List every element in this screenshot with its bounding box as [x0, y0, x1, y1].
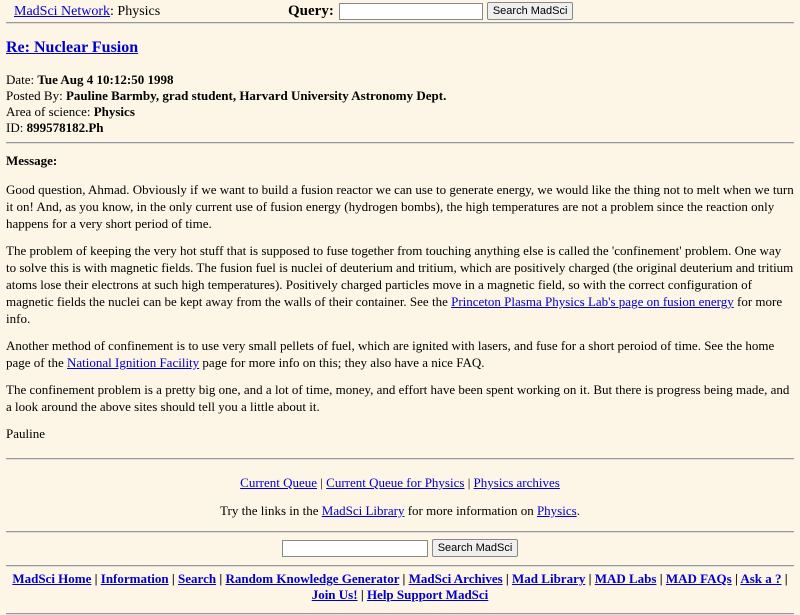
- message-paragraph-1: Good question, Ahmad. Obviously if we want to build a fusion reactor we can use to generate energy, we would like the thing not to melt when we turn it on! And, as you know, in the only current use of fusion energy (hydrogen bombs), the high temperatures are not a problem since the reaction only happens for a very short period of time.: [6, 182, 794, 231]
- footer-link-information[interactable]: Information: [100, 571, 169, 586]
- paragraph-text: for more info.: [6, 294, 783, 326]
- query-label: Query:: [288, 2, 334, 19]
- search-madsci-button[interactable]: Search MadSci: [487, 2, 574, 20]
- divider: [6, 22, 794, 24]
- madsci-library-link[interactable]: MadSci Library: [321, 503, 405, 518]
- divider: [6, 458, 794, 460]
- query-input[interactable]: [339, 3, 483, 20]
- date-row: [6, 72, 794, 88]
- divider: [6, 565, 794, 567]
- separator: |: [317, 475, 327, 490]
- breadcrumb-section: : Physics: [110, 4, 161, 19]
- area-label: Area of science:: [6, 104, 94, 119]
- separator: |: [464, 475, 474, 490]
- library-text: Try the links in the: [220, 503, 322, 518]
- message-paragraph-3: [6, 337, 794, 371]
- id-value: 899578182.Ph: [26, 120, 104, 135]
- footer-link-mad-labs[interactable]: MAD Labs: [594, 571, 657, 586]
- footer-link-mad-library[interactable]: Mad Library: [512, 571, 586, 586]
- divider: [6, 531, 794, 533]
- signature: Pauline: [6, 426, 45, 441]
- posted-by-value: Pauline Barmby, grad student, Harvard University Astronomy Dept.: [65, 88, 447, 103]
- footer-link-random-knowledge[interactable]: Random Knowledge Generator: [225, 571, 400, 586]
- post-meta: [6, 72, 794, 136]
- id-row: [6, 120, 794, 136]
- post-title-link[interactable]: Re: Nuclear Fusion: [6, 39, 139, 56]
- posted-by-row: [6, 88, 794, 104]
- library-line: [6, 502, 794, 519]
- paragraph-text: Another method of confinement is to use very small pellets of fuel, which are ignited with lasers, and fuse for a short peroiod of time. See the home page of the: [6, 338, 775, 370]
- physics-archives-link[interactable]: Physics archives: [473, 475, 560, 490]
- divider: [6, 142, 794, 144]
- footer-link-mad-faqs[interactable]: MAD FAQs: [665, 571, 732, 586]
- current-queue-physics-link[interactable]: Current Queue for Physics: [326, 475, 465, 490]
- footer-link-madsci-archives[interactable]: MadSci Archives: [408, 571, 503, 586]
- footer-link-madsci-home[interactable]: MadSci Home: [12, 571, 92, 586]
- area-row: [6, 104, 794, 120]
- current-queue-link[interactable]: Current Queue: [240, 475, 318, 490]
- id-label: ID:: [6, 120, 27, 135]
- message-paragraph-2: [6, 242, 794, 327]
- madsci-network-link[interactable]: MadSci Network: [14, 4, 111, 19]
- library-text: for more information on: [404, 503, 537, 518]
- query-form: [288, 2, 573, 20]
- queue-links: [6, 474, 794, 491]
- footer-nav: MadSci Home | Information | Search | Random Knowledge Generator | MadSci Archives | Mad Library | MAD Labs | MAD FAQs | Ask a ? | Join Us! | Help Support MadSci: [12, 571, 788, 602]
- bottom-search-input[interactable]: [282, 540, 428, 557]
- paragraph-text: The problem of keeping the very hot stuff that is supposed to fuse together from touching anything else is called the 'confinement' problem. One way to solve this is with magnetic fields. The fusion fuel is nuclei of deuterium and tritium, which are positively charged (the original deuterium and tritium atoms lose their electrons at such high temperatures). Positively charged particles move in a magnetic field, so with the correct configuration of magnetic fields the nuclei can be kept away from the walls of their container. See the: [6, 243, 794, 309]
- post-title: [6, 38, 794, 58]
- message-label: Message:: [6, 153, 58, 168]
- footer-link-ask[interactable]: Ask a ?: [740, 571, 782, 586]
- area-value: Physics: [93, 104, 135, 119]
- footer-link-join-us[interactable]: Join Us!: [311, 587, 358, 602]
- date-value: Tue Aug 4 10:12:50 1998: [37, 72, 174, 87]
- date-label: Date:: [6, 72, 38, 87]
- top-bar: [6, 0, 794, 22]
- national-ignition-link[interactable]: National Ignition Facility: [67, 355, 200, 370]
- breadcrumb: [14, 3, 160, 20]
- posted-by-label: Posted By:: [6, 88, 66, 103]
- message-paragraph-4: The confinement problem is a pretty big one, and a lot of time, money, and effort have been spent working on it. But there is progress being made, and a look around the above sites should tell you a little about it.: [6, 382, 790, 414]
- bottom-search-button[interactable]: Search MadSci: [432, 539, 519, 557]
- paragraph-text: page for more info on this; they also have a nice FAQ.: [199, 355, 485, 370]
- library-text: .: [576, 503, 580, 518]
- princeton-plasma-link[interactable]: Princeton Plasma Physics Lab's page on fusion energy: [451, 294, 734, 309]
- bottom-search-form: [6, 539, 794, 557]
- physics-link[interactable]: Physics: [536, 503, 577, 518]
- footer-link-help-support[interactable]: Help Support MadSci: [366, 587, 489, 602]
- footer-link-search[interactable]: Search: [178, 571, 217, 586]
